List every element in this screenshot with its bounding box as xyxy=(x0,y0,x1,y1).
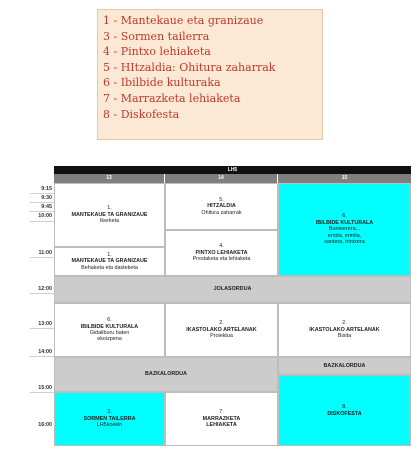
legend-item: 7 - Marrazketa lehiaketa xyxy=(103,91,241,105)
event-title: IKASTOLAKO ARTELANAK xyxy=(186,326,257,333)
break-title: BAZKALORDUA xyxy=(323,362,366,369)
event-mantekaue-behaketa[interactable] xyxy=(54,247,165,276)
event-number: 6. xyxy=(342,213,347,220)
event-number: 2. xyxy=(342,320,347,327)
break-title: JOLASORDUA xyxy=(213,286,252,293)
divider xyxy=(30,202,54,203)
divider xyxy=(30,392,54,393)
divider xyxy=(30,221,54,222)
time-label: 11:00 xyxy=(38,250,52,256)
event-ibilbide-gidaliburu[interactable] xyxy=(54,303,165,357)
schedule-title: LH5 xyxy=(54,166,411,174)
event-subtitle: errota, ermita, xyxy=(327,232,362,239)
time-label: 15:00 xyxy=(38,385,52,391)
event-number: 1. xyxy=(107,251,112,258)
divider xyxy=(30,211,54,212)
event-title: IBILBIDE KULTURALA xyxy=(80,323,139,330)
time-label: 9:45 xyxy=(41,204,52,210)
day-header-14: 14 xyxy=(165,174,278,183)
time-label: 9:15 xyxy=(41,186,52,192)
event-subtitle: Ikerketa xyxy=(99,218,120,225)
event-title: IKASTOLAKO ARTELANAK xyxy=(309,326,380,333)
event-hitzaldia[interactable] xyxy=(165,183,278,230)
legend-item: 5 - HItzaldia: Ohitura zaharrak xyxy=(103,60,276,74)
event-title: IBILBIDE KULTURALA xyxy=(315,219,374,226)
divider xyxy=(30,257,54,258)
event-subtitle: Behaketa eta dasteketa xyxy=(81,264,138,271)
event-number: 1. xyxy=(107,205,112,212)
event-title: HITZALDIA xyxy=(207,203,236,210)
event-subtitle: Bunkerrera... xyxy=(328,226,361,233)
event-number: 7. xyxy=(219,409,224,416)
event-diskofesta[interactable] xyxy=(278,375,411,446)
event-number: 3. xyxy=(107,409,112,416)
event-mantekaue-ikerketa[interactable] xyxy=(54,183,165,247)
activity-legend xyxy=(97,9,323,140)
event-number: 8. xyxy=(342,404,347,411)
day-header-13: 13 xyxy=(54,174,165,183)
event-title: MARRAZKETA xyxy=(202,415,241,422)
break-bazkalordua xyxy=(278,357,411,375)
time-label: 9:30 xyxy=(41,195,52,201)
break-title: BAZKALORDUA xyxy=(145,371,187,378)
event-subtitle: Bisita xyxy=(337,333,352,340)
divider xyxy=(30,328,54,329)
event-subtitle: Proiektua xyxy=(210,333,233,340)
divider xyxy=(30,193,54,194)
event-marrazketa-lehiaketa[interactable] xyxy=(165,392,278,446)
time-label: 13:00 xyxy=(38,321,52,327)
time-label: 14:00 xyxy=(38,349,52,355)
event-subtitle: ekoizpena xyxy=(97,336,122,343)
event-number: 4. xyxy=(219,243,224,250)
event-number: 5. xyxy=(219,196,224,203)
event-artelanak-bisita[interactable] xyxy=(278,303,411,357)
event-number: 6. xyxy=(107,317,112,324)
event-ibilbide-bunkerrera[interactable] xyxy=(278,183,411,276)
event-subtitle: santera, trintxera xyxy=(324,239,365,246)
divider xyxy=(30,293,54,294)
event-subtitle: Ohitura zaharrak xyxy=(201,209,242,216)
time-label: 16:00 xyxy=(38,422,52,428)
event-subtitle: LEHIAKETA xyxy=(206,422,237,429)
schedule-grid xyxy=(30,166,411,446)
divider xyxy=(30,356,54,357)
event-title: DISKOFESTA xyxy=(327,410,362,417)
event-pintxo-lehiaketa[interactable] xyxy=(165,230,278,276)
event-sormen-tailerra[interactable] xyxy=(54,392,165,446)
event-subtitle: LH5koekin xyxy=(96,422,123,429)
legend-item: 8 - Diskofesta xyxy=(103,107,180,121)
event-number: 2. xyxy=(219,320,224,327)
event-title: MANTEKAUE TA GRANIZAUE xyxy=(71,258,148,265)
event-subtitle: Gidaliburu baten xyxy=(89,330,130,336)
legend-item: 4 - Pintxo lehiaketa xyxy=(103,45,211,59)
legend-item: 3 - Sormen tailerra xyxy=(103,29,210,43)
legend-item: 1 - Mantekaue eta granizaue xyxy=(103,14,264,27)
legend-item: 6 - Ibilbide kulturaka xyxy=(103,76,221,90)
time-label: 10:00 xyxy=(38,213,52,219)
event-title: SORMEN TAILERRA xyxy=(83,415,136,422)
break-bazkalordua xyxy=(54,357,278,392)
time-label: 12:00 xyxy=(38,286,52,292)
break-jolasordua xyxy=(54,276,411,303)
event-artelanak-proiektua[interactable] xyxy=(165,303,278,357)
event-title: PINTXO LEHIAKETA xyxy=(195,249,248,256)
day-header-15: 15 xyxy=(278,174,411,183)
event-title: MANTEKAUE TA GRANIZAUE xyxy=(71,211,148,218)
event-subtitle: Prestaketa eta lehiaketa xyxy=(192,256,251,263)
